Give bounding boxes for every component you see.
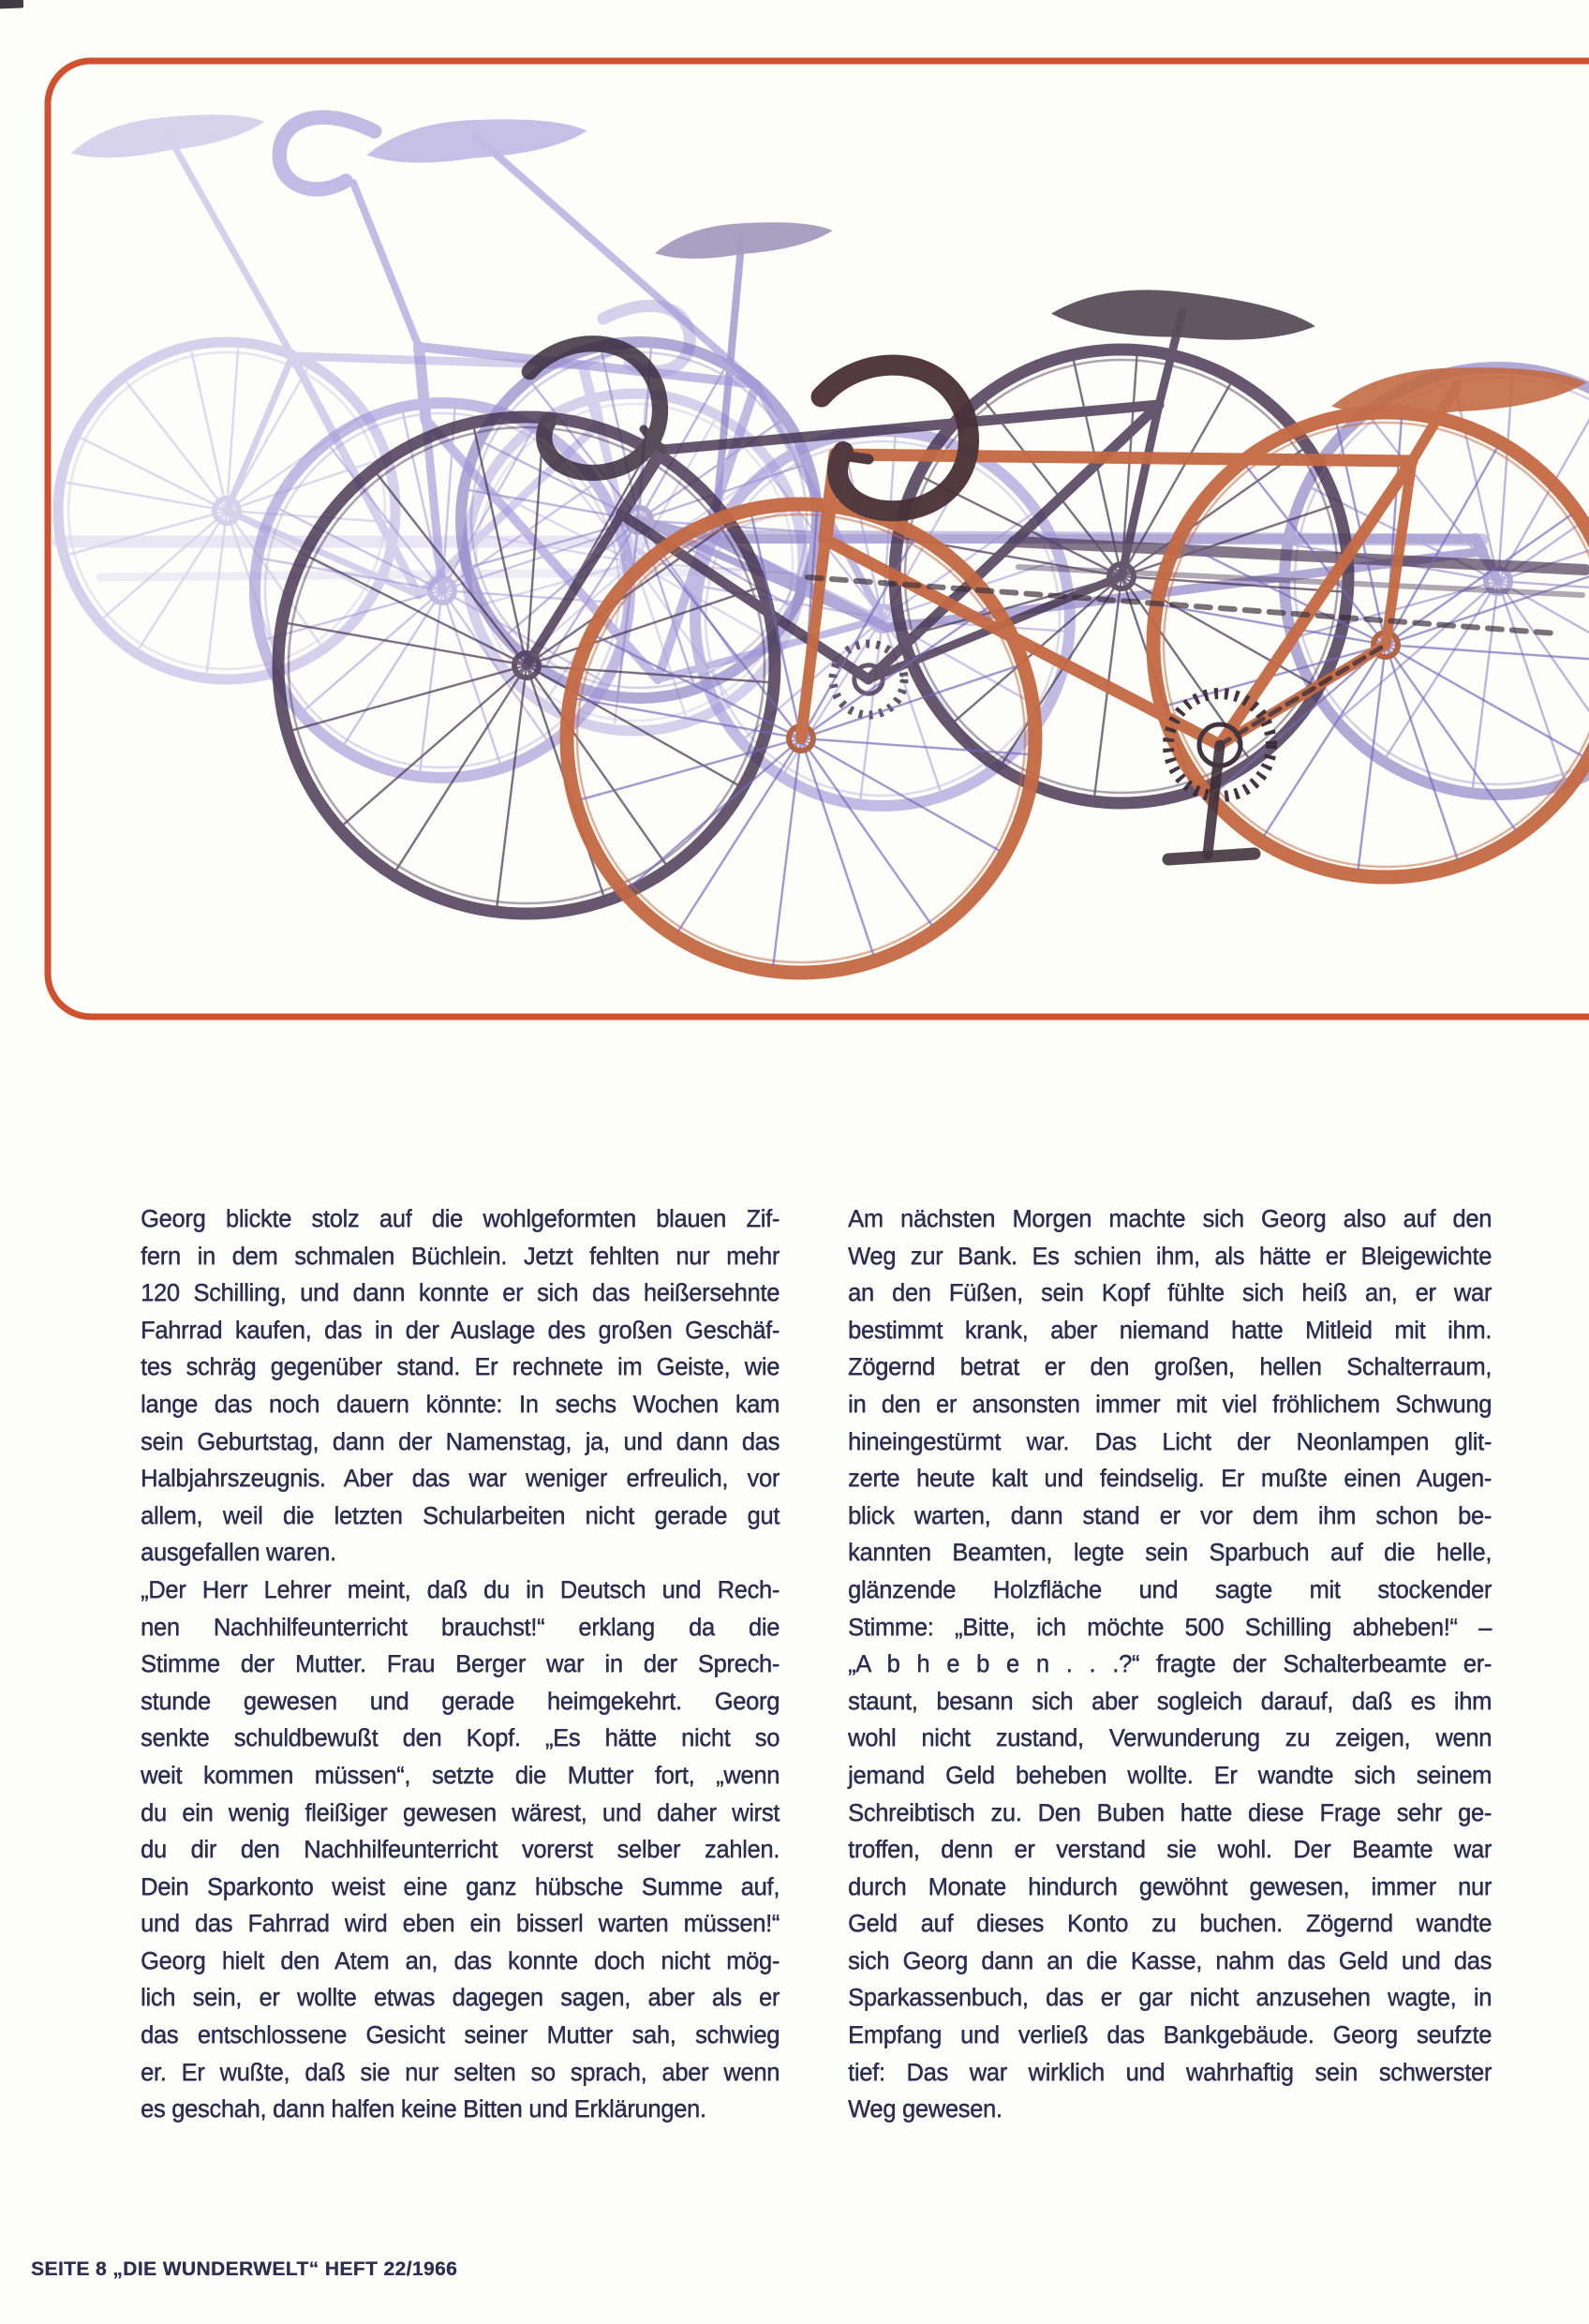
text-line: Stimme: „Bitte, ich möchte 500 Schilling abheben!“ – (848, 1614, 1492, 1641)
text-line: Sparkassenbuch, das er gar nicht anzusehen wagte, in (848, 1985, 1492, 2012)
text-line: troffen, denn er verstand sie wohl. Der Beamte war (848, 1837, 1492, 1864)
text-line: das entschlossene Gesicht seiner Mutter sah, schwieg (141, 2022, 780, 2049)
text-line: Am nächsten Morgen machte sich Georg also auf den (848, 1206, 1492, 1232)
text-line: fern in dem schmalen Büchlein. Jetzt fehlten nur mehr (141, 1243, 780, 1270)
bicycle-illustration (44, 56, 1589, 1021)
text-line: staunt, besann sich aber sogleich darauf, daß es ihm (848, 1688, 1492, 1715)
text-line: zerte heute kalt und feindselig. Er mußte einen Augen- (848, 1466, 1492, 1493)
text-line: in den er ansonsten immer mit viel fröhlichem Schwung (848, 1391, 1492, 1418)
text-line: Georg hielt den Atem an, das konnte doch nicht mög- (141, 1947, 780, 1974)
text-line: er. Er wußte, daß sie nur selten so sprach, aber wenn (141, 2059, 780, 2086)
text-line: lich sein, er wollte etwas dagegen sagen, aber als er (141, 1985, 780, 2012)
text-line: Stimme der Mutter. Frau Berger war in der Sprech- (141, 1651, 780, 1678)
text-line: kannten Beamten, legte sein Sparbuch auf die helle, (848, 1540, 1492, 1567)
text-line: Weg gewesen. (848, 2096, 1002, 2123)
print-mark (0, 0, 23, 9)
text-line: sich Georg dann an die Kasse, nahm das Geld und das (848, 1947, 1492, 1974)
text-line: sein Geburtstag, dann der Namenstag, ja, und dann das (141, 1428, 780, 1455)
text-line: blick warten, dann stand er vor dem ihm schon be- (848, 1502, 1492, 1529)
text-line: Halbjahrszeugnis. Aber das war weniger erfreulich, vor (141, 1466, 780, 1493)
text-line: du dir den Nachhilfeunterricht vorerst selber zahlen. (141, 1837, 780, 1864)
text-line: und das Fahrrad wird eben ein bisserl warten müssen!“ (141, 1911, 780, 1938)
right-column (848, 1201, 1492, 2129)
text-line: tes schräg gegenüber stand. Er rechnete im Geiste, wie (141, 1354, 780, 1381)
text-line: Weg zur Bank. Es schien ihm, als hätte er Bleigewichte (848, 1243, 1492, 1270)
text-line: nen Nachhilfeunterricht brauchst!“ erklang da die (141, 1614, 780, 1641)
text-line: glänzende Holzfläche und sagte mit stockender (848, 1576, 1492, 1603)
text-line: ausgefallen waren. (141, 1540, 336, 1567)
text-line: wohl nicht zustand, Verwunderung zu zeigen, wenn (848, 1725, 1492, 1752)
text-line: allem, weil die letzten Schularbeiten nicht gerade gut (141, 1502, 780, 1529)
text-line: „A b h e b e n . . .?“ fragte der Schalterbeamte er- (848, 1651, 1492, 1678)
text-line: bestimmt krank, aber niemand hatte Mitleid mit ihm. (848, 1317, 1492, 1344)
text-line: „Der Herr Lehrer meint, daß du in Deutsch und Rech- (141, 1576, 780, 1603)
text-line: 120 Schilling, und dann konnte er sich das heißersehnte (141, 1280, 780, 1307)
text-line: Dein Sparkonto weist eine ganz hübsche Summe auf, (141, 1873, 780, 1900)
text-line: lange das noch dauern könnte: In sechs Wochen kam (141, 1391, 780, 1418)
text-line: tief: Das war wirklich und wahrhaftig sein schwerster (848, 2059, 1492, 2086)
left-column (141, 1201, 780, 2129)
footer (31, 2258, 457, 2281)
text-line: weit kommen müssen“, setzte die Mutter fort, „wenn (141, 1762, 780, 1789)
text-line: es geschah, dann halfen keine Bitten und Erklärungen. (141, 2096, 706, 2123)
text-line: Georg blickte stolz auf die wohlgeformten blauen Zif- (141, 1206, 780, 1232)
text-line: jemand Geld beheben wollte. Er wandte sich seinem (848, 1762, 1492, 1789)
illustration-frame (44, 56, 1589, 1021)
text-line: an den Füßen, sein Kopf fühlte sich heiß an, er war (848, 1280, 1492, 1307)
text-line: durch Monate hindurch gewöhnt gewesen, immer nur (848, 1873, 1492, 1900)
text-line: stunde gewesen und gerade heimgekehrt. Georg (141, 1688, 780, 1715)
text-line: senkte schuldbewußt den Kopf. „Es hätte nicht so (141, 1725, 780, 1752)
text-line: Geld auf dieses Konto zu buchen. Zögernd wandte (848, 1911, 1492, 1938)
text-line: Schreibtisch zu. Den Buben hatte diese Frage sehr ge- (848, 1799, 1492, 1826)
text-line: Zögernd betrat er den großen, hellen Schalterraum, (848, 1354, 1492, 1381)
footer-text: SEITE 8 „DIE WUNDERWELT“ HEFT 22/1966 (31, 2258, 458, 2280)
text-line: du ein wenig fleißiger gewesen wärest, und daher wirst (141, 1799, 780, 1826)
text-line: Empfang und verließ das Bankgebäude. Georg seufzte (848, 2022, 1492, 2049)
text-line: hineingestürmt war. Das Licht der Neonlampen glit- (848, 1428, 1492, 1455)
text-line: Fahrrad kaufen, das in der Auslage des großen Geschäf- (141, 1317, 780, 1344)
